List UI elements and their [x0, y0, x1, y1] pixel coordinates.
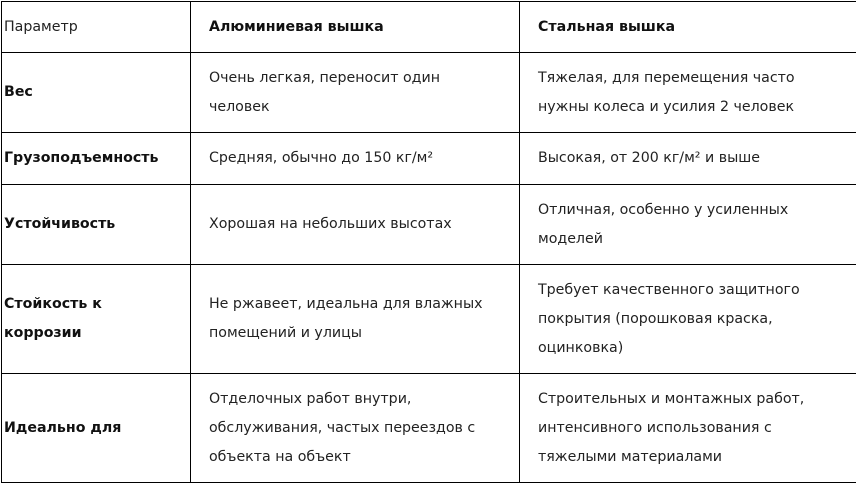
header-param: Параметр — [2, 2, 191, 53]
header-steel: Стальная вышка — [520, 2, 856, 53]
row-param: Идеально для — [2, 374, 191, 483]
row-steel: Требует качественного защитного покрытия (порошковая краска, оцинковка) — [520, 265, 856, 374]
header-aluminum: Алюминиевая вышка — [191, 2, 520, 53]
row-aluminum: Отделочных работ внутри, обслуживания, частых переездов с объекта на объект — [191, 374, 520, 483]
table-row — [2, 53, 856, 133]
row-aluminum: Очень легкая, переносит один человек — [191, 53, 520, 133]
row-param: Вес — [2, 53, 191, 133]
row-param: Грузоподъемность — [2, 133, 191, 185]
header-row — [2, 2, 856, 53]
row-param: Стойкость к коррозии — [2, 265, 191, 374]
row-steel: Тяжелая, для перемещения часто нужны колеса и усилия 2 человек — [520, 53, 856, 133]
comparison-table — [1, 1, 856, 483]
row-aluminum: Не ржавеет, идеальна для влажных помещений и улицы — [191, 265, 520, 374]
row-steel: Строительных и монтажных работ, интенсивного использования с тяжелыми материалами — [520, 374, 856, 483]
row-steel: Отличная, особенно у усиленных моделей — [520, 185, 856, 265]
row-aluminum: Средняя, обычно до 150 кг/м² — [191, 133, 520, 185]
table-row — [2, 185, 856, 265]
table-row — [2, 133, 856, 185]
row-param: Устойчивость — [2, 185, 191, 265]
row-aluminum: Хорошая на небольших высотах — [191, 185, 520, 265]
table-row — [2, 374, 856, 483]
table-row — [2, 265, 856, 374]
row-steel: Высокая, от 200 кг/м² и выше — [520, 133, 856, 185]
